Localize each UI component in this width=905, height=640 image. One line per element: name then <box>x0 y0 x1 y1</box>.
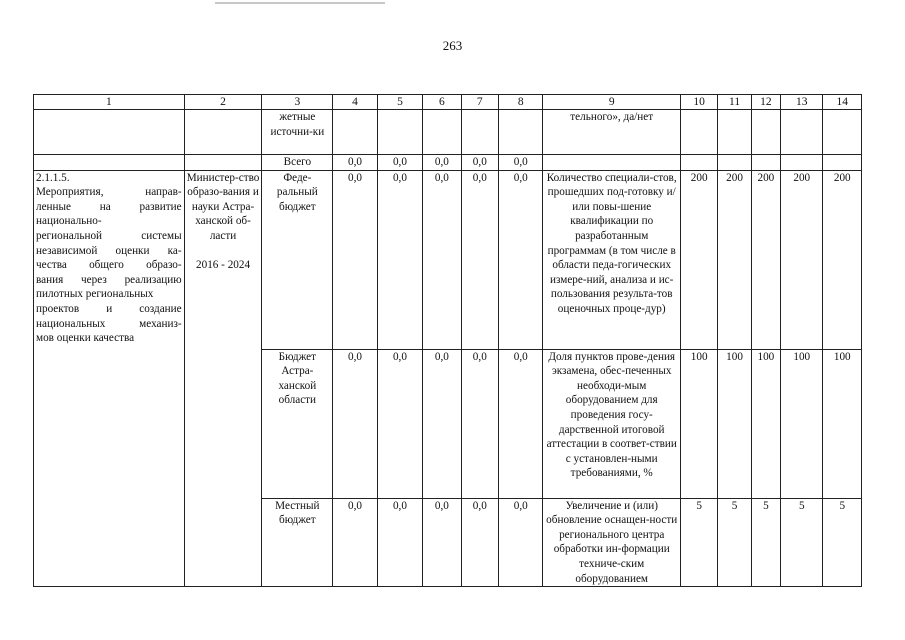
empty-cell <box>823 155 862 171</box>
event-name-line: пилотных региональных <box>36 288 154 301</box>
column-number: 3 <box>262 95 333 110</box>
funding-source: Бюджет Астра-ханской области <box>262 349 333 498</box>
funding-amount: 0,0 <box>499 170 543 349</box>
funding-amount: 0,0 <box>423 498 461 587</box>
target-value: 100 <box>751 349 780 498</box>
funding-amount: 0,0 <box>461 498 498 587</box>
funding-amount: 0,0 <box>499 349 543 498</box>
empty-cell <box>781 155 823 171</box>
empty-cell <box>34 110 185 155</box>
funding-amount: 0,0 <box>423 170 461 349</box>
target-value: 200 <box>781 170 823 349</box>
total-amount: 0,0 <box>377 155 422 171</box>
empty-cell <box>461 110 498 155</box>
source-continuation: жетные источни-ки <box>262 110 333 155</box>
target-value: 5 <box>680 498 717 587</box>
column-number: 7 <box>461 95 498 110</box>
total-amount: 0,0 <box>333 155 377 171</box>
total-amount: 0,0 <box>499 155 543 171</box>
total-amount: 0,0 <box>423 155 461 171</box>
funding-amount: 0,0 <box>333 349 377 498</box>
event-name-line: ленные на развитие <box>36 200 182 213</box>
total-label: Всего <box>262 155 333 171</box>
indicator-text: Количество специали-стов, прошедших под-готовку и/или повы-шение квалификации по разработанным программам (в том числе в области педа-гогических измере-ний, анализа и ис-пользования результа-тов оценочных проце-дур) <box>543 170 680 349</box>
target-value: 200 <box>718 170 751 349</box>
target-value: 5 <box>718 498 751 587</box>
scan-artifact-line <box>215 2 385 4</box>
total-row <box>34 155 862 171</box>
empty-cell <box>34 155 185 171</box>
funding-amount: 0,0 <box>461 170 498 349</box>
indicator-text: Увеличение и (или) обновление оснащен-ности регионального центра обработки ин-формации техниче-ским оборудованием <box>543 498 680 587</box>
target-value: 100 <box>781 349 823 498</box>
empty-cell <box>718 110 751 155</box>
event-name-line: региональной системы <box>36 229 182 242</box>
target-value: 200 <box>823 170 862 349</box>
indicator-text: Доля пунктов прове-дения экзамена, обес-печенных необходи-мым оборудованием для проведения госу-дарственной итоговой аттестации в соответ-ствии с установлен-ными требованиями, % <box>543 349 680 498</box>
column-number: 13 <box>781 95 823 110</box>
event-name <box>36 185 182 346</box>
empty-cell <box>680 110 717 155</box>
funding-amount: 0,0 <box>333 498 377 587</box>
implementation-period: 2016 - 2024 <box>196 258 251 271</box>
executor-name: Министер-ство образо-вания и науки Астра-ханской об-ласти <box>186 171 260 242</box>
event-code: 2.1.1.5. <box>36 171 70 184</box>
target-value: 200 <box>680 170 717 349</box>
target-value: 5 <box>823 498 862 587</box>
empty-cell <box>718 155 751 171</box>
column-number: 5 <box>377 95 422 110</box>
empty-cell <box>781 110 823 155</box>
empty-cell <box>184 110 262 155</box>
event-name-line: национальных механиз- <box>36 317 182 330</box>
event-name-line: мов оценки качества <box>36 332 135 345</box>
target-value: 100 <box>718 349 751 498</box>
funding-amount: 0,0 <box>423 349 461 498</box>
empty-cell <box>680 155 717 171</box>
funding-amount: 0,0 <box>499 498 543 587</box>
page-number: 263 <box>442 38 463 53</box>
column-number: 11 <box>718 95 751 110</box>
event-name-line: национально- <box>36 215 102 228</box>
target-value: 5 <box>781 498 823 587</box>
empty-cell <box>823 110 862 155</box>
funding-source: Местный бюджет <box>262 498 333 587</box>
continuation-row <box>34 110 862 155</box>
indicator-continuation: тельного», да/нет <box>543 110 680 155</box>
funding-row-federal <box>34 170 862 349</box>
empty-cell <box>543 155 680 171</box>
column-number: 1 <box>34 95 185 110</box>
program-table <box>33 94 862 587</box>
event-name-line: Мероприятия, направ- <box>36 186 182 199</box>
funding-amount: 0,0 <box>333 170 377 349</box>
column-number: 2 <box>184 95 262 110</box>
empty-cell <box>333 110 377 155</box>
empty-cell <box>499 110 543 155</box>
funding-amount: 0,0 <box>461 349 498 498</box>
column-number: 8 <box>499 95 543 110</box>
empty-cell <box>423 110 461 155</box>
column-number: 14 <box>823 95 862 110</box>
column-number: 4 <box>333 95 377 110</box>
column-number: 9 <box>543 95 680 110</box>
column-numbers-row <box>34 95 862 110</box>
empty-cell <box>751 110 780 155</box>
empty-cell <box>377 110 422 155</box>
executor-cell <box>184 170 262 587</box>
event-cell <box>34 170 185 587</box>
target-value: 5 <box>751 498 780 587</box>
target-value: 100 <box>823 349 862 498</box>
empty-cell <box>751 155 780 171</box>
funding-amount: 0,0 <box>377 349 422 498</box>
total-amount: 0,0 <box>461 155 498 171</box>
funding-amount: 0,0 <box>377 498 422 587</box>
event-name-line: независимой оценки ка- <box>36 244 182 257</box>
empty-cell <box>184 155 262 171</box>
column-number: 10 <box>680 95 717 110</box>
target-value: 100 <box>680 349 717 498</box>
event-name-line: вания через реализацию <box>36 273 182 286</box>
column-number: 6 <box>423 95 461 110</box>
target-value: 200 <box>751 170 780 349</box>
event-name-line: чества общего образо- <box>36 259 182 272</box>
funding-amount: 0,0 <box>377 170 422 349</box>
funding-source: Феде-ральный бюджет <box>262 170 333 349</box>
column-number: 12 <box>751 95 780 110</box>
event-name-line: проектов и создание <box>36 302 182 315</box>
